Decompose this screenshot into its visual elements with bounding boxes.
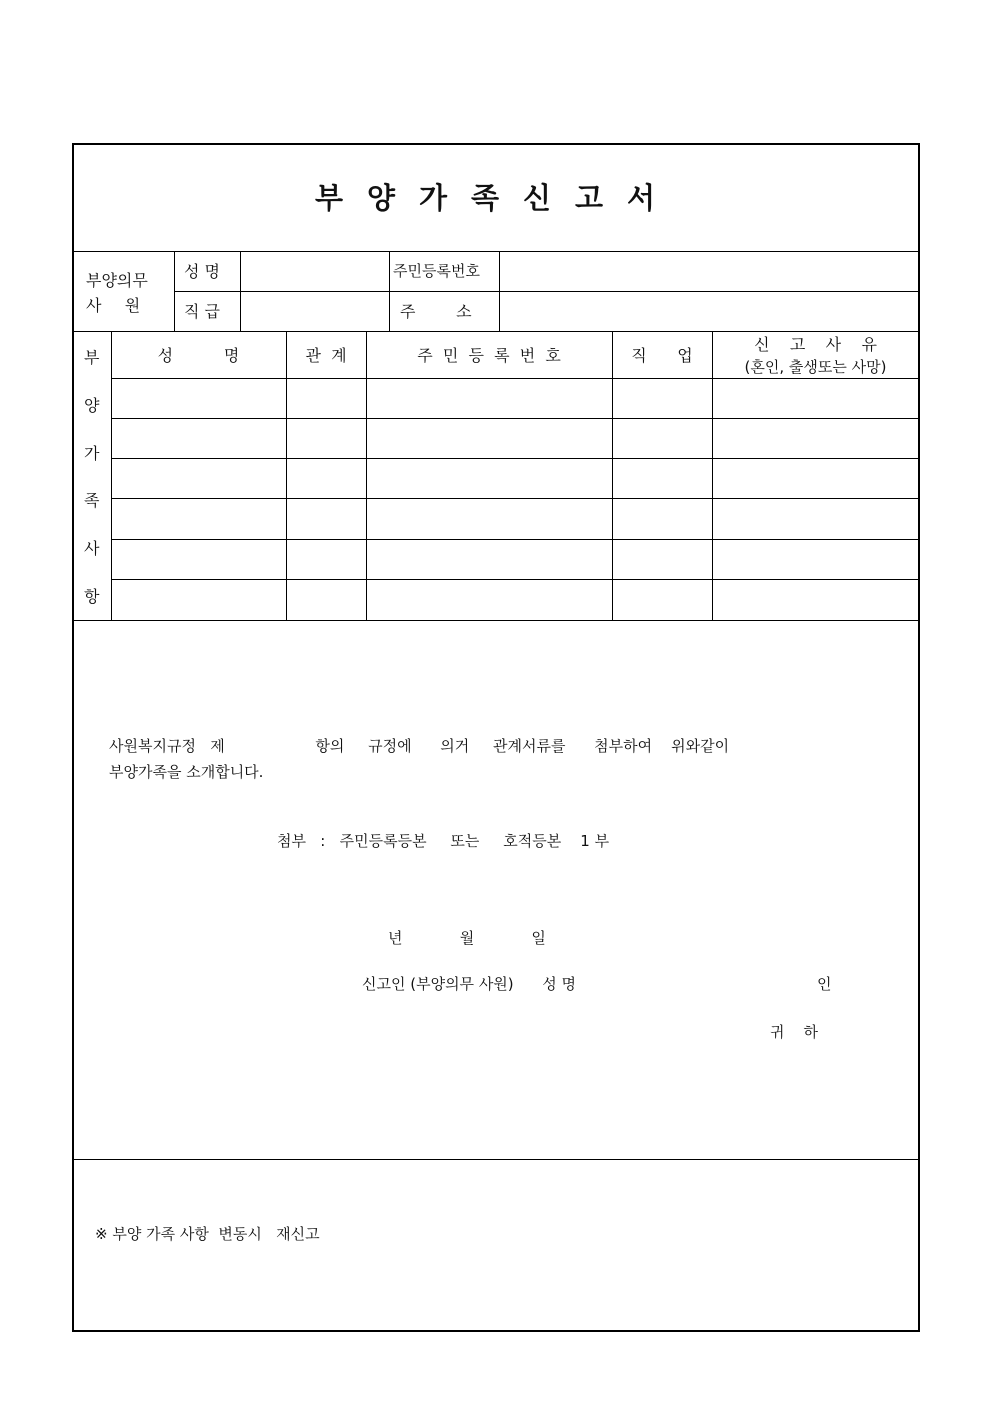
dependent-name-cell[interactable]: [115, 391, 282, 409]
dependent-relation-cell[interactable]: [290, 511, 362, 529]
dependent-rrn-cell[interactable]: [370, 592, 608, 610]
regulation-text-line1: 사원복지규정 제 항의 규정에 의거 관계서류를 첨부하여 위와같이: [109, 737, 730, 755]
dependent-rrn-cell[interactable]: [370, 391, 608, 409]
attachment-text: 첨부 : 주민등록등본 또는 호적등본 1 부: [277, 832, 610, 850]
divider: [174, 251, 175, 331]
header-relation: 관 계: [305, 346, 347, 365]
date-line: 년 월 일: [388, 929, 546, 947]
dependent-reason-cell[interactable]: [716, 511, 915, 529]
divider: [366, 331, 367, 620]
rank-label: 직 급: [184, 302, 220, 321]
header-name: 성 명: [157, 346, 240, 365]
divider: [111, 539, 919, 540]
seal-mark: 인: [817, 975, 832, 993]
dependent-reason-cell[interactable]: [716, 431, 915, 449]
dependent-job-cell[interactable]: [616, 511, 708, 529]
dependents-side-label-char: 가: [84, 444, 100, 463]
divider: [240, 251, 241, 331]
divider: [389, 251, 390, 331]
divider: [73, 331, 919, 332]
rrn-label: 주민등록번호: [393, 262, 480, 280]
header-reason-note: (혼인, 출생또는 사망): [744, 358, 887, 376]
addressee-line: 귀 하: [770, 1023, 819, 1041]
dependent-rrn-cell[interactable]: [370, 552, 608, 570]
dependents-side-label-char: 양: [84, 396, 100, 415]
divider: [111, 498, 919, 499]
form-title: 부양가족신고서: [314, 181, 680, 215]
divider: [111, 378, 919, 379]
dependent-reason-cell[interactable]: [716, 552, 915, 570]
divider: [174, 291, 919, 292]
header-rrn: 주 민 등 록 번 호: [417, 346, 561, 365]
dependent-relation-cell[interactable]: [290, 592, 362, 610]
divider: [111, 579, 919, 580]
divider: [111, 458, 919, 459]
dependent-relation-cell[interactable]: [290, 471, 362, 489]
dependent-name-cell[interactable]: [115, 511, 282, 529]
dependents-side-label-char: 부: [84, 348, 100, 367]
dependent-job-cell[interactable]: [616, 471, 708, 489]
dependent-relation-cell[interactable]: [290, 552, 362, 570]
regulation-text-line2: 부양가족을 소개합니다.: [109, 763, 264, 781]
dependent-name-cell[interactable]: [115, 471, 282, 489]
employee-section-label: 사 원: [86, 296, 143, 315]
dependent-reason-cell[interactable]: [716, 471, 915, 489]
dependent-job-cell[interactable]: [616, 391, 708, 409]
address-label: 주 소: [400, 302, 472, 321]
name-label: 성 명: [184, 262, 220, 281]
declarant-line: 신고인 (부양의무 사원) 성 명: [362, 975, 577, 993]
dependent-name-cell[interactable]: [115, 431, 282, 449]
footnote: ※ 부양 가족 사항 변동시 재신고: [95, 1225, 320, 1243]
divider: [286, 331, 287, 620]
employee-section-label: 부양의무: [86, 271, 148, 290]
divider: [111, 418, 919, 419]
dependent-name-cell[interactable]: [115, 592, 282, 610]
header-reason: 신 고 사 유: [754, 335, 877, 354]
dependent-relation-cell[interactable]: [290, 431, 362, 449]
divider: [73, 1159, 919, 1160]
dependents-side-label-char: 족: [84, 491, 100, 510]
dependent-reason-cell[interactable]: [716, 592, 915, 610]
divider: [499, 251, 500, 331]
dependent-job-cell[interactable]: [616, 552, 708, 570]
dependent-rrn-cell[interactable]: [370, 471, 608, 489]
divider: [73, 620, 919, 621]
header-job: 직 업: [631, 346, 693, 365]
divider: [111, 331, 112, 620]
divider: [612, 331, 613, 620]
dependents-side-label-char: 사: [84, 539, 100, 558]
dependent-rrn-cell[interactable]: [370, 511, 608, 529]
dependent-job-cell[interactable]: [616, 431, 708, 449]
dependent-reason-cell[interactable]: [716, 391, 915, 409]
dependent-job-cell[interactable]: [616, 592, 708, 610]
dependents-side-label-char: 항: [84, 587, 100, 606]
dependent-name-cell[interactable]: [115, 552, 282, 570]
dependent-relation-cell[interactable]: [290, 391, 362, 409]
dependent-rrn-cell[interactable]: [370, 431, 608, 449]
divider: [73, 251, 919, 252]
